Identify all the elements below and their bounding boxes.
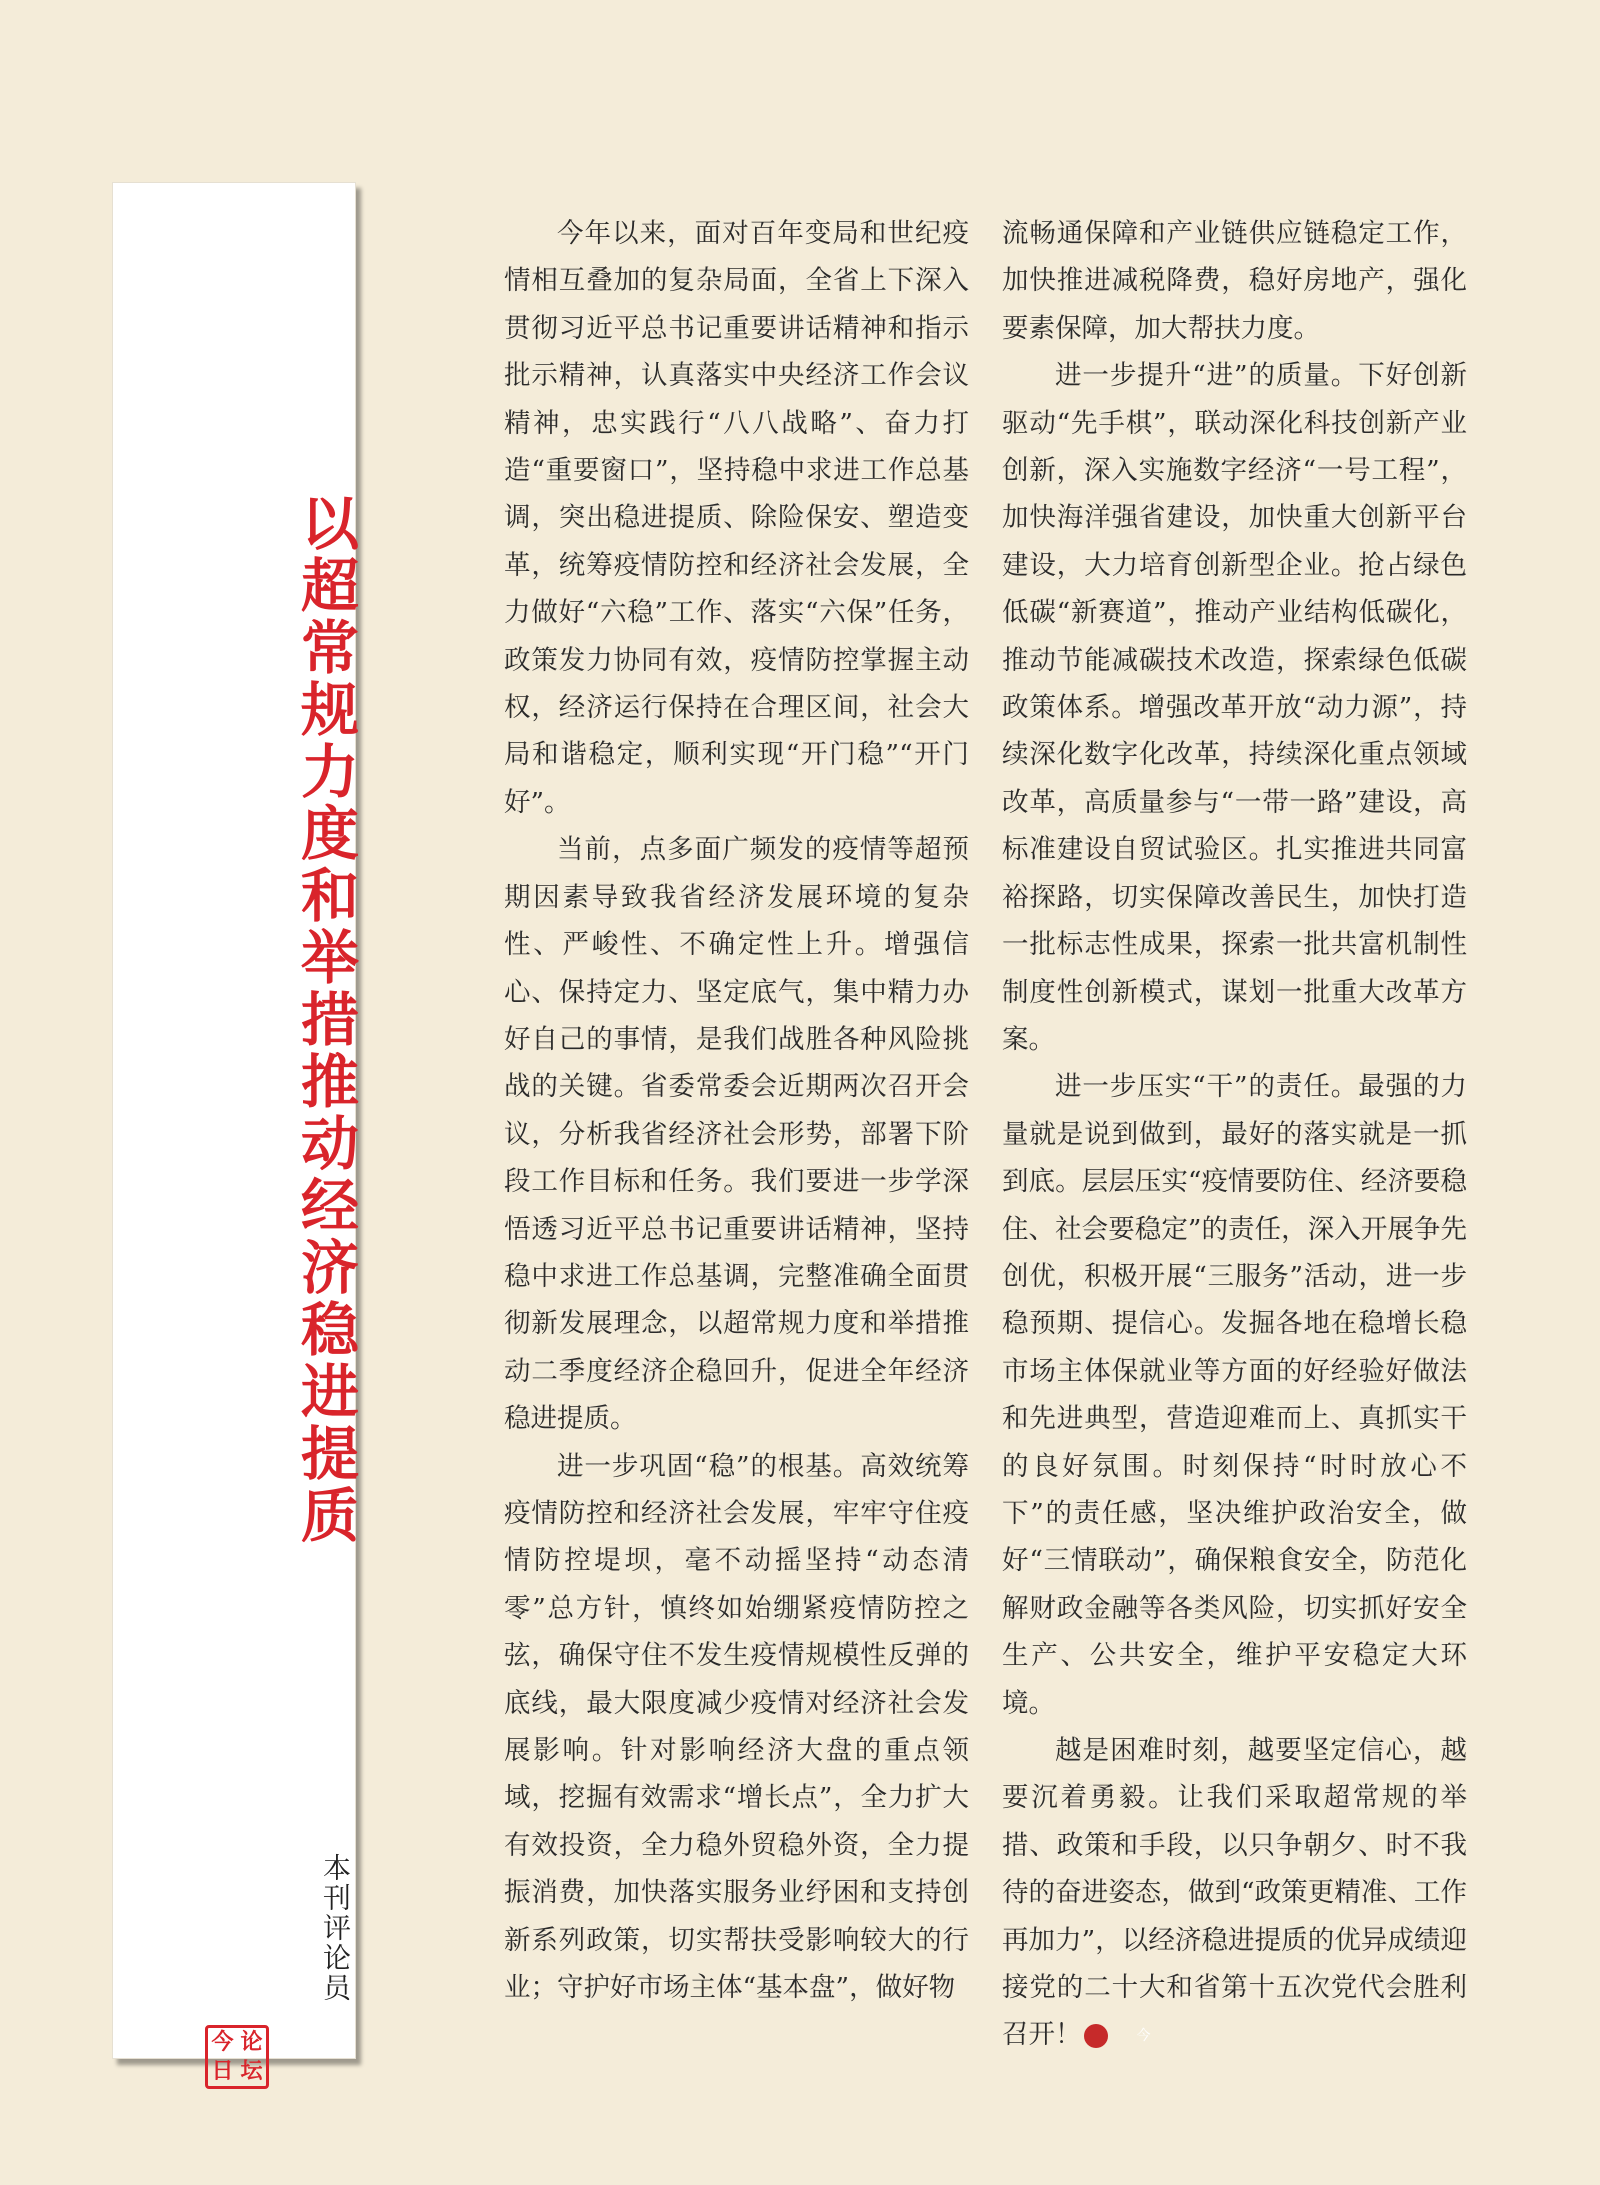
seal-char: 今 (211, 2029, 234, 2055)
paragraph: 进一步压实“干”的责任。最强的力量就是说到做到，最好的落实就是一抓到底。层层压实“疫情要防住、经济要稳住、社会要稳定”的责任，深入开展争先创优，积极开展“三服务”活动，进一步稳预期、提信心。发掘各地在稳增长稳市场主体保就业等方面的好经验好做法和先进典型，营造迎难而上、真抓实干的良好氛围。时刻保持“时时放心不下”的责任感，坚决维护政治安全，做好“三情联动”，确保粮食安全，防范化解财政金融等各类风险，切实抓好安全生产、公共安全，维护平安稳定大环境。 (1002, 1071, 1467, 1719)
seal-char: 坛 (240, 2058, 263, 2084)
text-column-left (504, 210, 969, 2011)
paragraph: 进一步提升“进”的质量。下好创新驱动“先手棋”，联动深化科技创新产业创新，深入实施数字经济“一号工程”，加快海洋强省建设，加快重大创新平台建设，大力培育创新型企业。抢占绿色低碳“新赛道”，推动产业结构低碳化，推动节能减碳技术改造，探索绿色低碳政策体系。增强改革开放“动力源”，持续深化数字化改革，持续深化重点领域改革，高质量参与“一带一路”建设，高标准建设自贸试验区。扎实推进共同富裕探路，切实保障改善民生，加快打造一批标志性成果，探索一批共富机制性制度性创新模式，谋划一批重大改革方案。 (1002, 360, 1467, 1055)
paragraph: 流畅通保障和产业链供应链稳定工作，加快推进减税降费，稳好房地产，强化要素保障，加大帮扶力度。 (1002, 218, 1467, 344)
article-byline: 本刊评论员 (319, 1853, 352, 2003)
seal-char: 日 (211, 2058, 234, 2084)
paragraph-text: 越是困难时刻，越要坚定信心，越要沉着勇毅。让我们采取超常规的举措、政策和手段，以只争朝夕、时不我待的奋进姿态，做到“政策更精准、工作再加力”，以经济稳进提质的优异成绩迎接党的二十大和省第十五次党代会胜利召开！ (1002, 1735, 1467, 2051)
paragraph: 今年以来，面对百年变局和世纪疫情相互叠加的复杂局面，全省上下深入贯彻习近平总书记重要讲话精神和指示批示精神，认真落实中央经济工作会议精神，忠实践行“八八战略”、奋力打造“重要窗口”，坚持稳中求进工作总基调，突出稳进提质、除险保安、塑造变革，统筹疫情防控和经济社会发展，全力做好“六稳”工作、落实“六保”任务，政策发力协同有效，疫情防控掌握主动权，经济运行保持在合理区间，社会大局和谐稳定，顺利实现“开门稳”“开门好”。 (504, 218, 969, 818)
paragraph-final (1002, 1727, 1467, 2059)
end-mark-icon: 今 (1084, 2024, 1108, 2048)
paragraph: 当前，点多面广频发的疫情等超预期因素导致我省经济发展环境的复杂性、严峻性、不确定性上升。增强信心、保持定力、坚定底气，集中精力办好自己的事情，是我们战胜各种风险挑战的关键。省委常委会近期两次召开会议，分析我省经济社会形势，部署下阶段工作目标和任务。我们要进一步学深悟透习近平总书记重要讲话精神，坚持稳中求进工作总基调，完整准确全面贯彻新发展理念，以超常规力度和举措推动二季度经济企稳回升，促进全年经济稳进提质。 (504, 834, 969, 1435)
seal-char: 论 (240, 2029, 263, 2055)
paragraph: 进一步巩固“稳”的根基。高效统筹疫情防控和经济社会发展，牢牢守住疫情防控堤坝，毫不动摇坚持“动态清零”总方针，慎终如始绷紧疫情防控之弦，确保守住不发生疫情规模性反弹的底线，最大限度减少疫情对经济社会发展影响。针对影响经济大盘的重点领域，挖掘有效需求“增长点”，全力扩大有效投资，全力稳外贸稳外资，全力提振消费，加快落实服务业纾困和支持创新系列政策，切实帮扶受影响较大的行业；守护好市场主体“基本盘”，做好物 (504, 1450, 969, 2004)
seal-logo (205, 2025, 269, 2089)
title-sidebar (112, 182, 359, 2084)
article-headline: 以超常规力度和举措推动经济稳进提质 (291, 493, 359, 1547)
text-column-right (1002, 210, 1467, 2059)
